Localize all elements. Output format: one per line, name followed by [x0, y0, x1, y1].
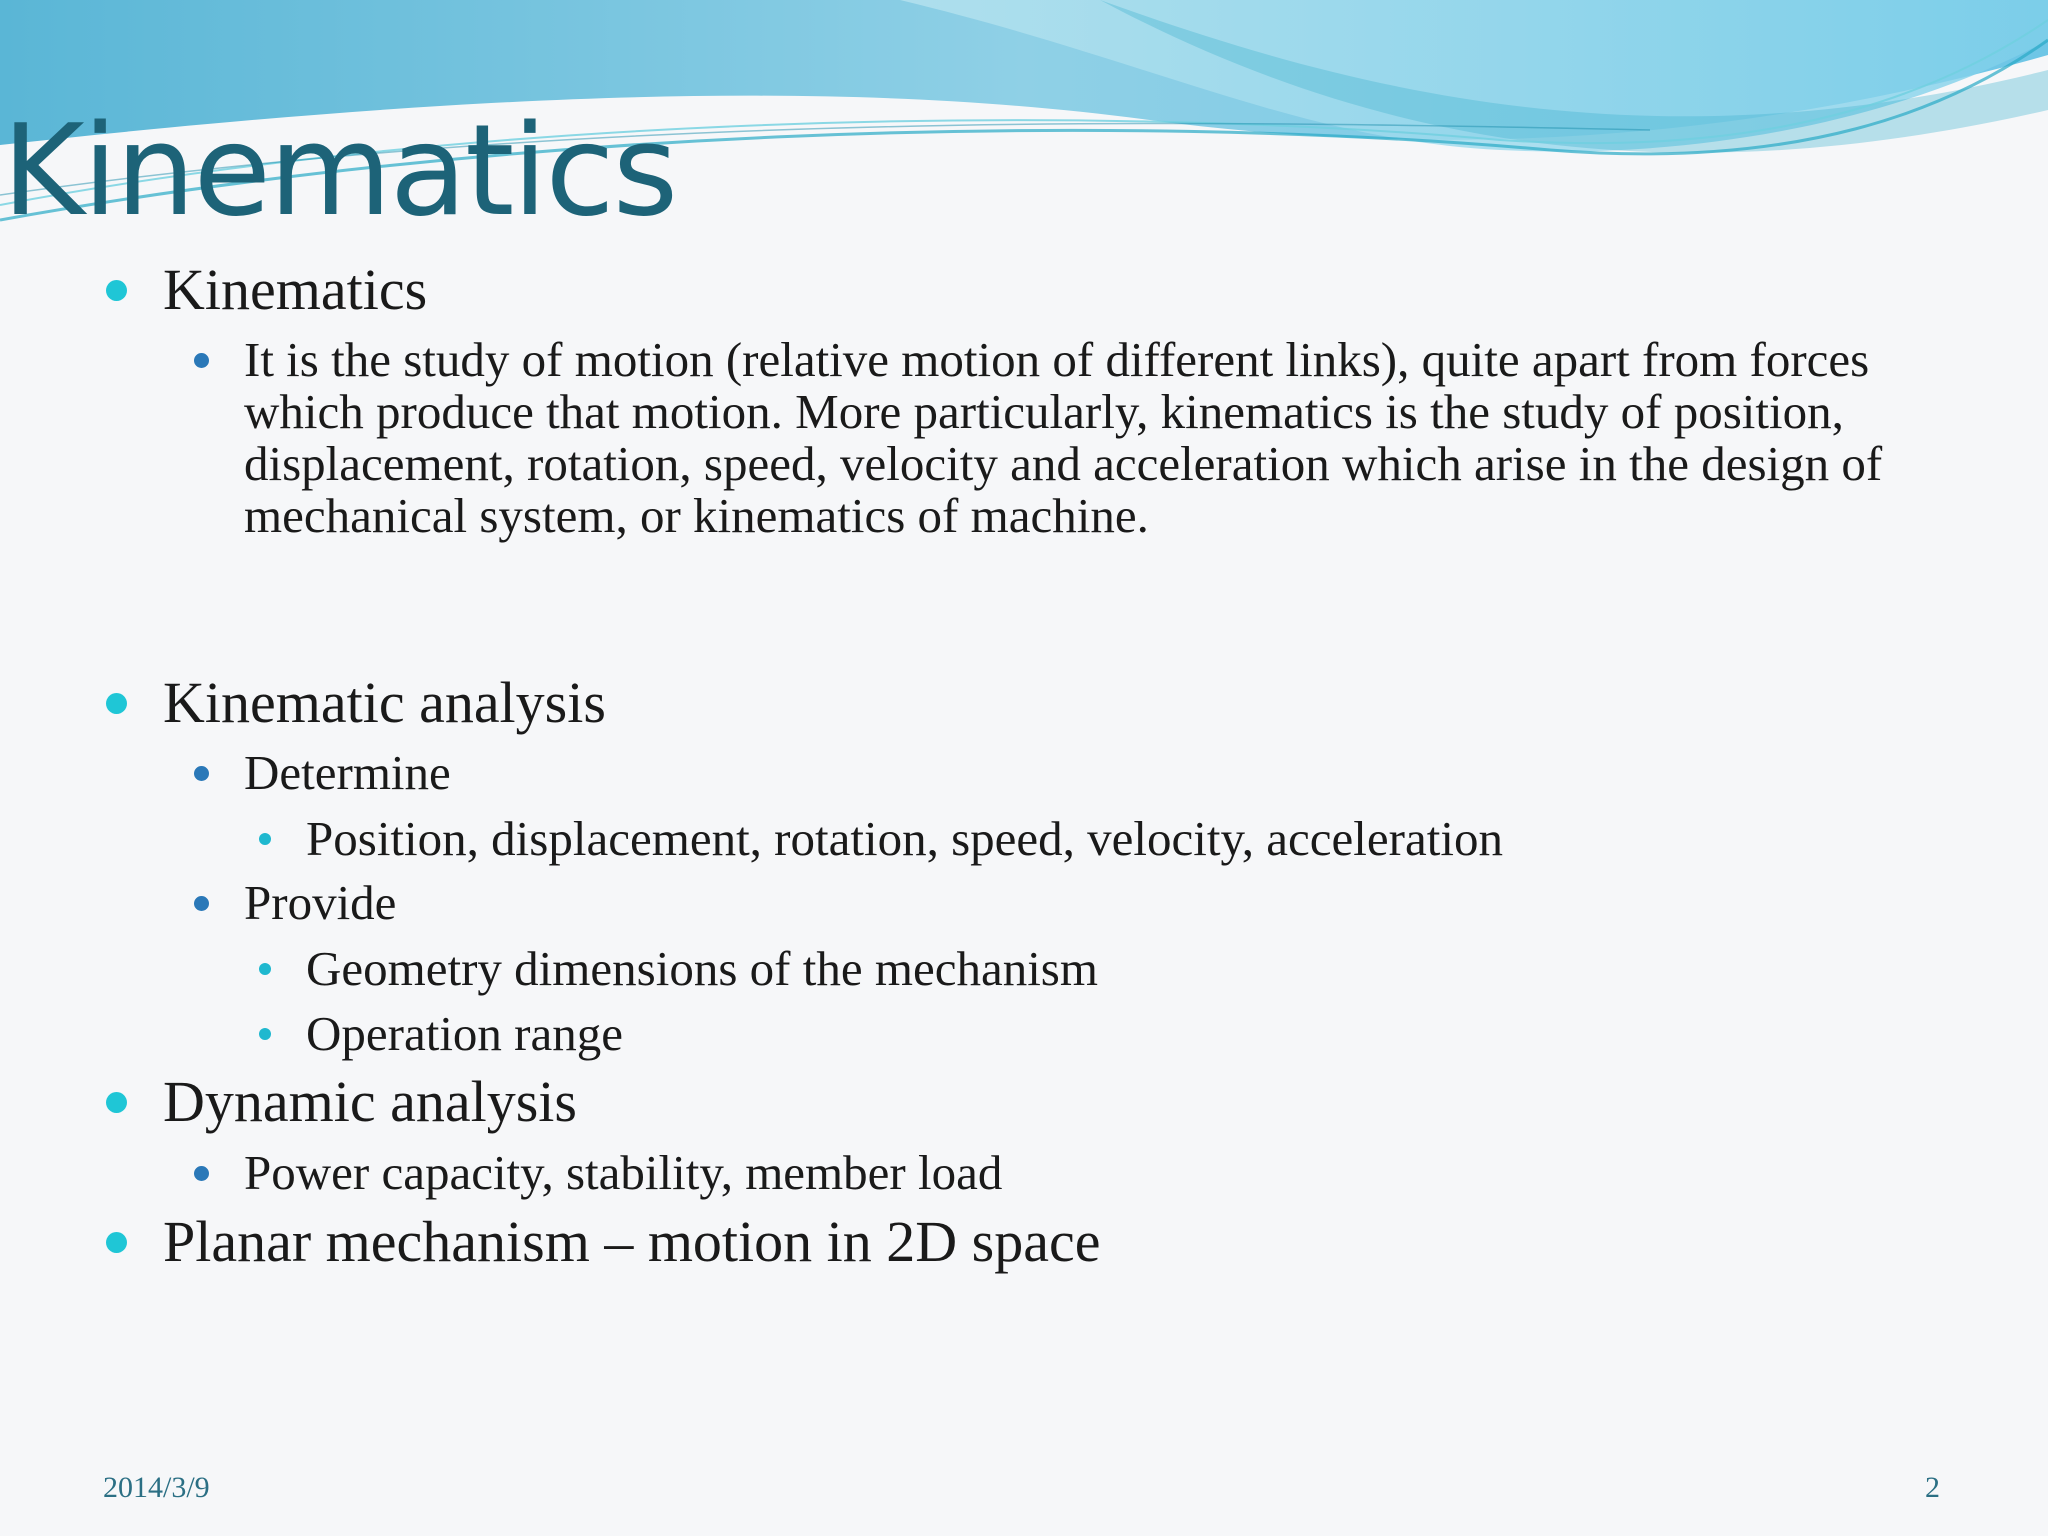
bullet-dot — [194, 353, 209, 368]
bullet-determine — [244, 747, 451, 799]
bullet-text: Dynamic analysis — [163, 1069, 577, 1134]
bullet-kinematics-definition — [244, 334, 1964, 542]
bullet-planar-mechanism — [163, 1207, 1100, 1277]
bullet-operation-range — [306, 1004, 623, 1064]
bullet-dot — [106, 1232, 127, 1253]
bullet-provide — [244, 877, 396, 929]
bullet-text: Power capacity, stability, member load — [244, 1145, 1003, 1200]
bullet-text: Planar mechanism – motion in 2D space — [163, 1209, 1101, 1274]
bullet-kinematic-analysis — [163, 668, 606, 738]
bullet-text: Provide — [244, 875, 397, 930]
bullet-dot — [259, 963, 271, 975]
bullet-text: Kinematics — [163, 257, 428, 322]
footer-date: 2014/3/9 — [103, 1471, 210, 1504]
bullet-power-capacity — [244, 1147, 1002, 1199]
slide-title: Kinematics — [2, 97, 677, 244]
bullet-dot — [194, 1166, 209, 1181]
bullet-text: Geometry dimensions of the mechanism — [306, 941, 1098, 996]
bullet-kinematics — [163, 255, 427, 325]
bullet-text: Operation range — [306, 1006, 623, 1061]
bullet-geometry-dimensions — [306, 939, 1098, 999]
bullet-text: Position, displacement, rotation, speed, velocity, acceleration — [306, 811, 1503, 866]
bullet-text: Determine — [244, 745, 451, 800]
bullet-dot — [194, 896, 209, 911]
bullet-dot — [106, 1092, 127, 1113]
bullet-text: It is the study of motion (relative motion of different links), quite apart from forces which produce that motion. More particularly, kinematics is the study of position, displacement, rotation, speed, velocity and acceleration which arise in the design of mechanical system, or kinematics of machine. — [244, 332, 1883, 543]
bullet-dot — [194, 766, 209, 781]
bullet-text: Kinematic analysis — [163, 670, 606, 735]
bullet-dynamic-analysis — [163, 1067, 577, 1137]
bullet-dot — [106, 693, 127, 714]
bullet-dot — [106, 280, 127, 301]
bullet-dot — [259, 1028, 271, 1040]
slide-number: 2 — [1925, 1471, 1940, 1504]
bullet-position-list — [306, 809, 1503, 869]
bullet-dot — [259, 833, 271, 845]
